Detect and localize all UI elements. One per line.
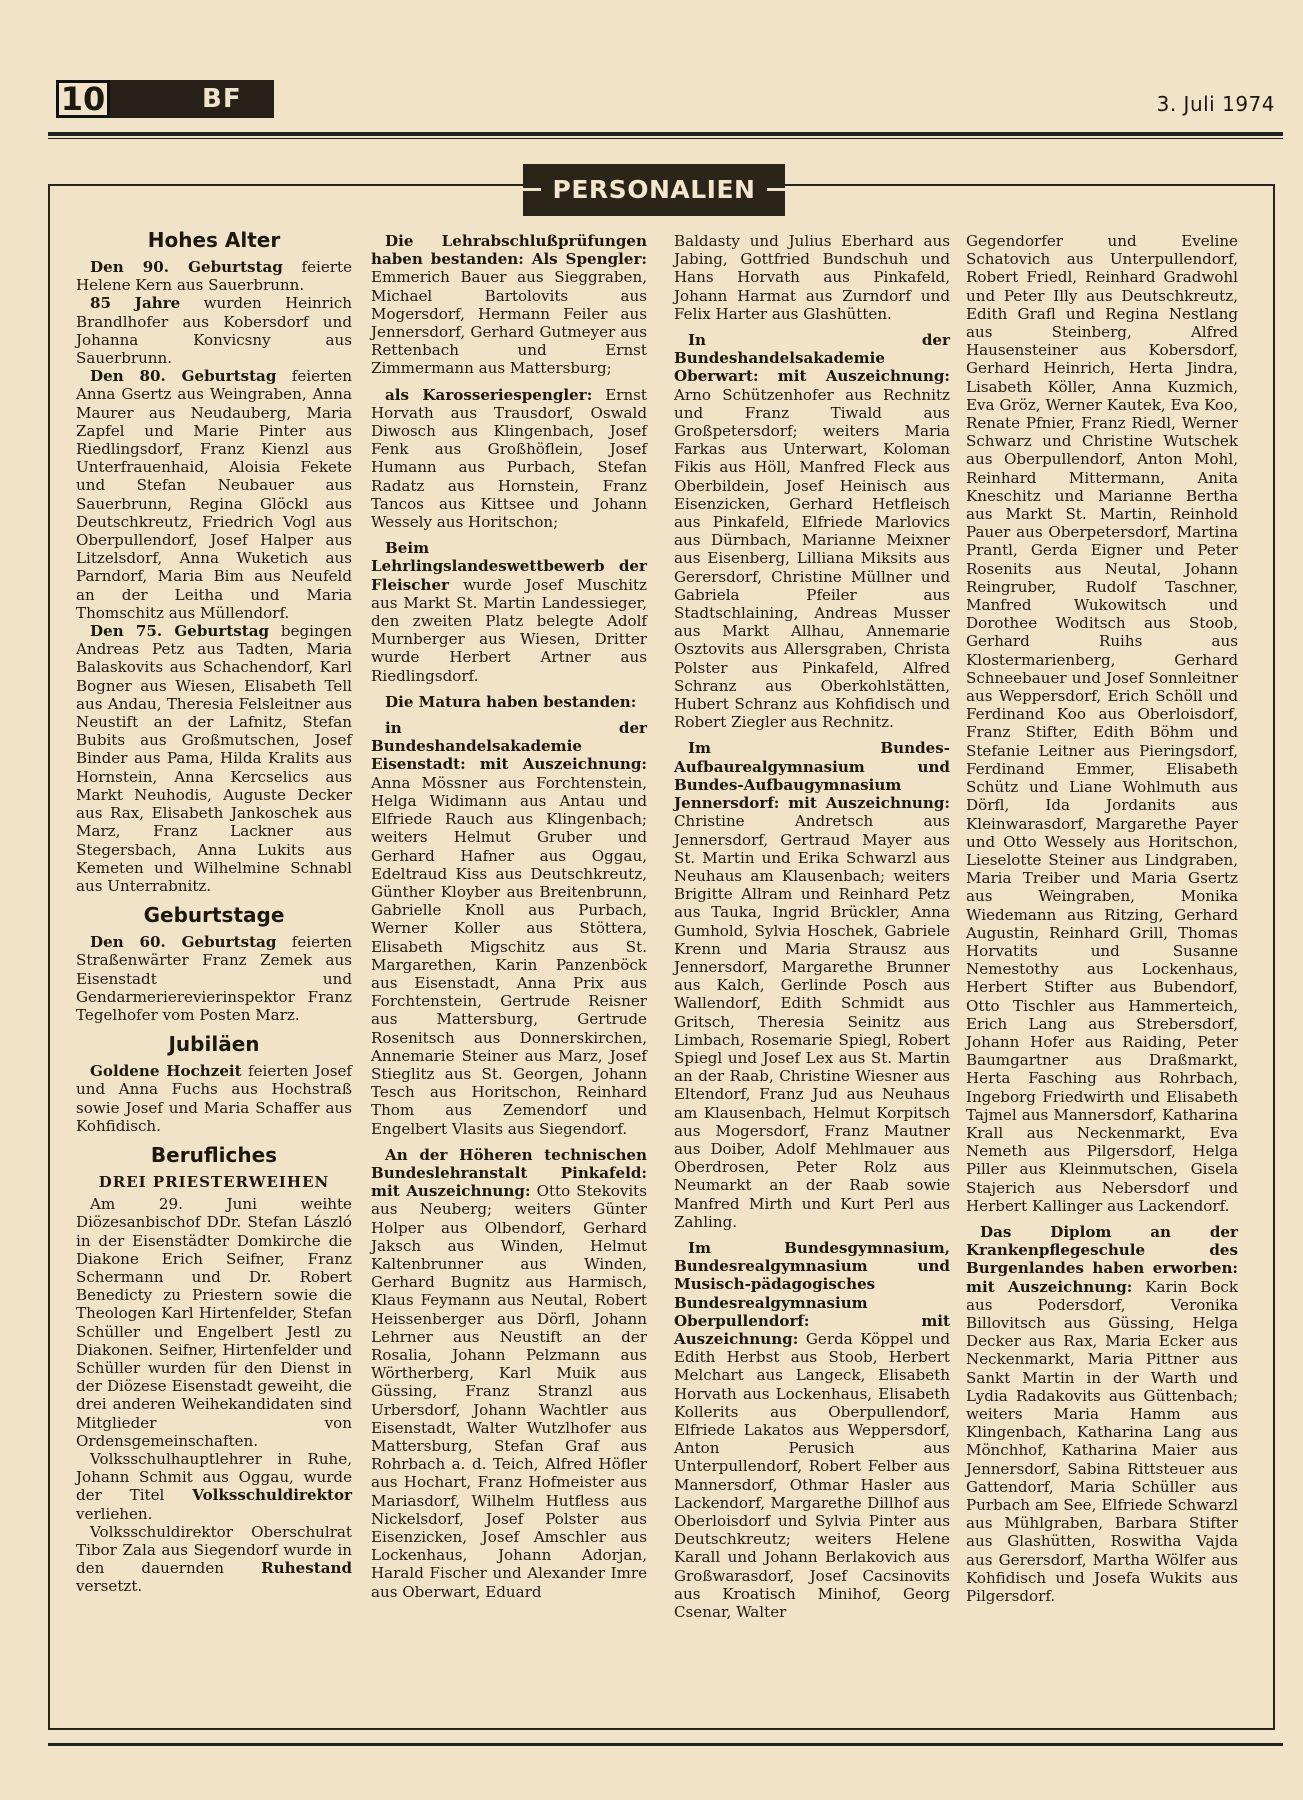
paragraph bbox=[371, 386, 647, 532]
paragraph-text: begingen Andreas Petz aus Tadten, Maria Balaskovits aus Schachendorf, Karl Bogner aus Wiesen, Elisabeth Tell aus Andau, Theresia Felsleitner aus Neustift an der Lafnitz, Stefan Bubits aus Großmutschen, Josef Binder aus Pama, Hilda Kralits aus Hornstein, Anna Kercselics aus Markt Neuhodis, Auguste Decker aus Rax, Elisabeth Jankoschek aus Marz, Franz Lackner aus Stegersbach, Anna Lukits aus Kemeten und Wilhelmine Schnabl aus Unterrabnitz. bbox=[76, 622, 353, 895]
paragraph-bold: Volksschuldirektor bbox=[192, 1486, 352, 1505]
paragraph bbox=[371, 539, 647, 685]
paragraph-lead: als Karosseriespengler: bbox=[385, 385, 593, 404]
paragraph-lead: Den 60. Geburtstag bbox=[90, 933, 277, 952]
paragraph: Am 29. Juni weihte Diözesanbischof DDr. Stefan László in der Eisenstädter Domkirche die Diakone Erich Seifner, Franz Schermann und Dr. Robert Benedicty zu Priestern sowie die Theologen Karl Hirtenfelder, Stefan Schüller und Engelbert Jestl zu Diakonen. Seifner, Hirtenfelder und Schüller wurden für den Dienst in der Diözese Eisenstadt geweiht, die drei anderen Weihekandidaten sind Mitglieder von Ordensgemeinschaften. bbox=[76, 1195, 352, 1450]
paragraph bbox=[371, 693, 647, 711]
paragraph bbox=[76, 258, 352, 294]
paragraph bbox=[371, 232, 647, 378]
paragraph-lead: Beim Lehrlingslandeswettbewerb der Fleischer bbox=[371, 539, 647, 594]
paragraph-text: wurden Heinrich Brandlhofer aus Kobersdorf und Johanna Konvicsny aus Sauerbrunn. bbox=[76, 294, 352, 368]
paragraph-lead: Goldene Hochzeit bbox=[90, 1062, 242, 1081]
paragraph-lead: in der Bundeshandelsakademie Eisenstadt: mit Auszeichnung: bbox=[371, 719, 647, 774]
paragraph bbox=[674, 739, 950, 1230]
paragraph bbox=[76, 622, 352, 895]
paragraph-text: feierte Helene Kern aus Sauerbrunn. bbox=[76, 258, 353, 295]
paragraph bbox=[76, 1450, 352, 1523]
paragraph-lead: 85 Jahre bbox=[90, 294, 181, 313]
paragraph-text: Arno Schützenhofer aus Rechnitz und Franz Tiwald aus Großpetersdorf; weiters Maria Farkas aus Unterwart, Koloman Fikis aus Höll, Manfred Fleck aus Oberbildein, Josef Heinisch aus Eisenzicken, Gerhard Hetfleisch aus Pinkafeld, Elfriede Marlovics aus Dürnbach, Marianne Meixner aus Eisenberg, Lilliana Miksits aus Gerersdorf, Christine Müllner und Gabriela Pfeiler aus Stadtschlaining, Andreas Musser aus Markt Allhau, Annemarie Osztovits aus Allersgraben, Christa Polster aus Pinkafeld, Alfred Schranz aus Oberkohlstätten, Hubert Schranz aus Kohfidisch und Robert Ziegler aus Rechnitz. bbox=[674, 385, 950, 732]
paragraph bbox=[674, 1239, 950, 1621]
paragraph-lead: Die Matura haben bestanden: bbox=[385, 692, 637, 711]
paragraph bbox=[76, 933, 352, 1024]
paragraph-bold: Ruhestand bbox=[261, 1559, 352, 1578]
footer-rule bbox=[48, 1743, 1283, 1746]
paragraph-text: Karin Bock aus Podersdorf, Veronika Billovitsch aus Güssing, Helga Decker aus Rax, Maria Ecker aus Neckenmarkt, Maria Pittner aus Sankt Martin in der Warth und Lydia Radakovits aus Güttenbach; weiters Maria Hamm aus Klingenbach, Katharina Lang aus Mönchhof, Katharina Maier aus Jennersdorf, Sabina Rittsteuer aus Gattendorf, Maria Schüller aus Purbach am See, Elfriede Schwarzl aus Mühlgraben, Barbara Stifter aus Glashütten, Roswitha Vajda aus Gerersdorf, Martha Wölfer aus Kohfidisch und Josefa Wukits aus Pilgersdorf. bbox=[966, 1277, 1239, 1606]
paragraph-lead: Den 90. Geburtstag bbox=[90, 258, 283, 276]
paragraph-text: Ernst Horvath aus Trausdorf, Oswald Diwosch aus Klingenbach, Josef Fenk aus Großhöflein, Josef Humann aus Purbach, Stefan Radatz aus Hornstein, Franz Tancos aus Kittsee und Johann Wessely aus Horitschon; bbox=[371, 385, 647, 532]
header-rule-thin bbox=[48, 138, 1283, 139]
paragraph-text: feierten Josef und Anna Fuchs aus Hochstraß sowie Josef und Maria Schaffer aus Kohfidisch. bbox=[76, 1062, 352, 1135]
heading-jubilaeen: Jubiläen bbox=[168, 1032, 260, 1057]
column-4 bbox=[966, 232, 1238, 1605]
paragraph-lead: Den 75. Geburtstag bbox=[90, 622, 270, 641]
column-1 bbox=[76, 228, 352, 1596]
paragraph bbox=[76, 1062, 352, 1135]
paragraph-text: Volksschulhauptlehrer in Ruhe, Johann Schmit aus Oggau, wurde der Titel bbox=[76, 1449, 352, 1505]
paragraph bbox=[966, 1223, 1238, 1605]
issue-date: 3. Juli 1974 bbox=[1156, 92, 1275, 116]
column-3 bbox=[674, 232, 950, 1621]
paragraph-text: Emmerich Bauer aus Sieggraben, Michael Bartolovits aus Mogersdorf, Hermann Feiler aus Jennersdorf, Gerhard Gutmeyer aus Rettenbach und Ernst Zimmermann aus Mattersburg; bbox=[371, 268, 647, 378]
paragraph-text: Volksschuldirektor Oberschulrat Tibor Zala aus Siegendorf wurde in den dauernden bbox=[76, 1522, 352, 1578]
paragraph-lead: In der Bundeshandelsakademie Oberwart: mit Auszeichnung: bbox=[674, 331, 950, 386]
paragraph-text: Anna Mössner aus Forchtenstein, Helga Widimann aus Antau und Elfriede Rauch aus Klingenbach; weiters Helmut Gruber und Gerhard Hafner aus Oggau, Edeltraud Kiss aus Deutschkreutz, Günther Kloyber aus Breitenbrunn, Gabrielle Knoll aus Purbach, Werner Koller aus Stöttera, Elisabeth Migschitz aus St. Margarethen, Karin Panzenböck aus Eisenstadt, Anna Prix aus Forchtenstein, Gertrude Reisner aus Mattersburg, Gertrude Rosenitsch aus Donnerskirchen, Annemarie Steiner aus Marz, Josef Stieglitz aus St. Georgen, Johann Tesch aus Horitschon, Reinhard Thom aus Zemendorf und Engelbert Vlasits aus Siegendorf. bbox=[371, 773, 647, 1138]
header-rule bbox=[48, 132, 1283, 136]
paragraph-text: versetzt. bbox=[76, 1577, 143, 1596]
paragraph-text: feierten Anna Gsertz aus Weingraben, Anna Maurer aus Neudauberg, Maria Zapfel und Marie Pinter aus Riedlingsdorf, Franz Kienzl aus Unterfrauenhaid, Aloisia Fekete und Stefan Neubauer aus Sauerbrunn, Regina Glöckl aus Deutschkreutz, Friedrich Vogl aus Oberpullendorf, Josef Halper aus Litzelsdorf, Anna Wuketich aus Parndorf, Maria Bim aus Neufeld an der Leitha und Maria Thomschitz aus Müllendorf. bbox=[76, 367, 353, 622]
page-number: 10 bbox=[56, 80, 110, 118]
paragraph bbox=[76, 1523, 352, 1596]
column-2 bbox=[371, 232, 647, 1601]
paragraph-lead: Das Diplom an der Krankenpflegeschule des Burgenlandes haben erworben: mit Auszeichnung: bbox=[966, 1222, 1238, 1296]
paragraph-lead: Die Lehrabschlußprüfungen haben bestanden: Als Spengler: bbox=[371, 232, 647, 269]
paragraph-lead: Im Bundes-Aufbaurealgymnasium und Bundes-Aufbaugymnasium Jennersdorf: mit Auszeichnung: bbox=[674, 739, 950, 813]
heading-geburtstage: Geburtstage bbox=[143, 903, 285, 928]
paragraph bbox=[674, 331, 950, 731]
paragraph: Baldasty und Julius Eberhard aus Jabing, Gottfried Bundschuh und Hans Horvath aus Pinkafeld, Johann Harmat aus Zurndorf und Felix Harter aus Glashütten. bbox=[674, 232, 950, 323]
paragraph bbox=[76, 367, 352, 622]
paragraph bbox=[76, 294, 352, 367]
paragraph-text: Gerda Köppel und Edith Herbst aus Stoob, Herbert Melchart aus Langeck, Elisabeth Horvath aus Lockenhaus, Elisabeth Kollerits aus Oberpullendorf, Elfriede Lakatos aus Weppersdorf, Anton Perusich aus Unterpullendorf, Robert Felber aus Mannersdorf, Othmar Hasler aus Lackendorf, Margarethe Dillhof aus Oberloisdorf und Sylvia Pinter aus Deutschkreutz; weiters Helene Karall und Johann Berlakovich aus Großwarasdorf, Josef Cacsinovits aus Kroatisch Minihof, Georg Csenar, Walter bbox=[674, 1329, 950, 1622]
paragraph-lead: Den 80. Geburtstag bbox=[90, 367, 277, 386]
paragraph-text: verliehen. bbox=[76, 1504, 153, 1523]
paragraph-text: feierten Straßenwärter Franz Zemek aus Eisenstadt und Gendarmerierevierinspektor Franz Tegelhofer vom Posten Marz. bbox=[76, 933, 353, 1024]
paragraph bbox=[371, 1146, 647, 1601]
section-tag: BF bbox=[110, 80, 274, 118]
heading-berufliches: Berufliches bbox=[150, 1142, 278, 1167]
subheading-priesterweihen: DREI PRIESTERWEIHEN bbox=[98, 1172, 330, 1191]
heading-hohes-alter: Hohes Alter bbox=[147, 228, 281, 252]
paragraph-text: Otto Stekovits aus Neuberg; weiters Günter Holper aus Olbendorf, Gerhard Jaksch aus Winden, Helmut Kaltenbrunner aus Winden, Gerhard Bugnitz aus Harmisch, Klaus Feymann aus Neutal, Robert Heissenberger aus Dörfl, Johann Lehrner aus Neustift an der Rosalia, Johann Pelzmann aus Wörtherberg, Karl Muik aus Güssing, Franz Stranzl aus Urbersdorf, Johann Wachtler aus Eisenstadt, Walter Wutzlhofer aus Mattersburg, Stefan Graf aus Rohrbach a. d. Teich, Alfred Höfler aus Hochart, Franz Hofmeister aus Mariasdorf, Wilhelm Hutfless aus Nickelsdorf, Josef Polster aus Eisenzicken, Josef Amschler aus Lockenhaus, Johann Adorjan, Harald Fischer und Alexander Imre aus Oberwart, Eduard bbox=[371, 1182, 647, 1601]
paragraph-lead: An der Höheren technischen Bundeslehranstalt Pinkafeld: mit Auszeichnung: bbox=[371, 1145, 647, 1201]
section-banner: PERSONALIEN bbox=[523, 164, 785, 216]
paragraph: Gegendorfer und Eveline Schatovich aus Unterpullendorf, Robert Friedl, Reinhard Gradwohl und Peter Illy aus Deutschkreutz, Edith Grafl und Regina Nestlang aus Steinberg, Alfred Hausensteiner aus Kobersdorf, Gerhard Heinrich, Herta Jindra, Lisabeth Köller, Anna Kuzmich, Eva Gröz, Werner Kautek, Eva Koo, Renate Pfnier, Franz Riedl, Werner Schwarz und Christine Wutschek aus Oberpullendorf, Anton Mohl, Reinhard Mittermann, Anita Kneschitz und Marianne Bertha aus Markt St. Martin, Reinhold Pauer aus Oberpetersdorf, Martina Prantl, Gerda Eigner und Peter Rosenits aus Neutal, Johann Reingruber, Rudolf Taschner, Manfred Wukowitsch und Dorothee Woditsch aus Stoob, Gerhard Ruihs aus Klostermarienberg, Gerhard Schneebauer und Josef Sonnleitner aus Weppersdorf, Erich Schöll und Ferdinand Koo aus Oberloisdorf, Franz Stifter, Edith Böhm und Stefanie Leitner aus Pieringsdorf, Ferdinand Emmer, Elisabeth Schütz und Liane Wohlmuth aus Dörfl, Ida Jordanits aus Kleinwarasdorf, Margarethe Payer und Otto Wessely aus Horitschon, Lieselotte Steiner aus Lindgraben, Maria Treiber und Maria Gsertz aus Weingraben, Monika Wiedemann aus Ritzing, Gerhard Augustin, Reinhard Grill, Thomas Horvatits und Susanne Nemestothy aus Lockenhaus, Herbert Stifter aus Bubendorf, Otto Tischler aus Hammerteich, Erich Lang aus Strebersdorf, Johann Hofer aus Raiding, Peter Baumgartner aus Draßmarkt, Herta Fasching aus Rohrbach, Ingeborg Friedwirth und Elisabeth Tajmel aus Mannersdorf, Katharina Krall aus Neckenmarkt, Eva Nemeth aus Pilgersdorf, Helga Piller aus Kleinmutschen, Gisela Stajerich aus Nebersdorf und Herbert Kallinger aus Lackendorf. bbox=[966, 232, 1238, 1215]
paragraph-lead: Im Bundesgymnasium, Bundesrealgymnasium und Musisch-pädagogisches Bundesrealgymnasium Oberpullendorf: mit Auszeichnung: bbox=[674, 1238, 950, 1348]
paragraph-text: Christine Andretsch aus Jennersdorf, Gertraud Mayer aus St. Martin und Erika Schwarzl aus Neuhaus am Klausenbach; weiters Brigitte Allram und Reinhard Petz aus Tauka, Ingrid Brückler, Anna Gumhold, Sylvia Hoschek, Gabriele Krenn und Maria Strausz aus Jennersdorf, Margarethe Brunner aus Kalch, Gerlinde Posch aus Wallendorf, Edith Schmidt aus Gritsch, Theresia Seinitz aus Limbach, Rosemarie Spiegl, Robert Spiegl und Josef Lex aus St. Martin an der Raab, Christine Wiesner aus Eltendorf, Franz Jud aus Neuhaus am Klausenbach, Helmut Korpitsch aus Mogersdorf, Franz Mautner aus Doiber, Adolf Mehlmauer aus Oberdrosen, Peter Rolz aus Neumarkt an der Raab sowie Manfred Mirth und Kurt Perl aus Zahling. bbox=[674, 812, 950, 1231]
paragraph-text: wurde Josef Muschitz aus Markt St. Martin Landessieger, den zweiten Platz belegte Adolf Murnberger aus Wiesen, Dritter wurde Herbert Artner aus Riedlingsdorf. bbox=[371, 575, 647, 685]
paragraph bbox=[371, 719, 647, 1138]
